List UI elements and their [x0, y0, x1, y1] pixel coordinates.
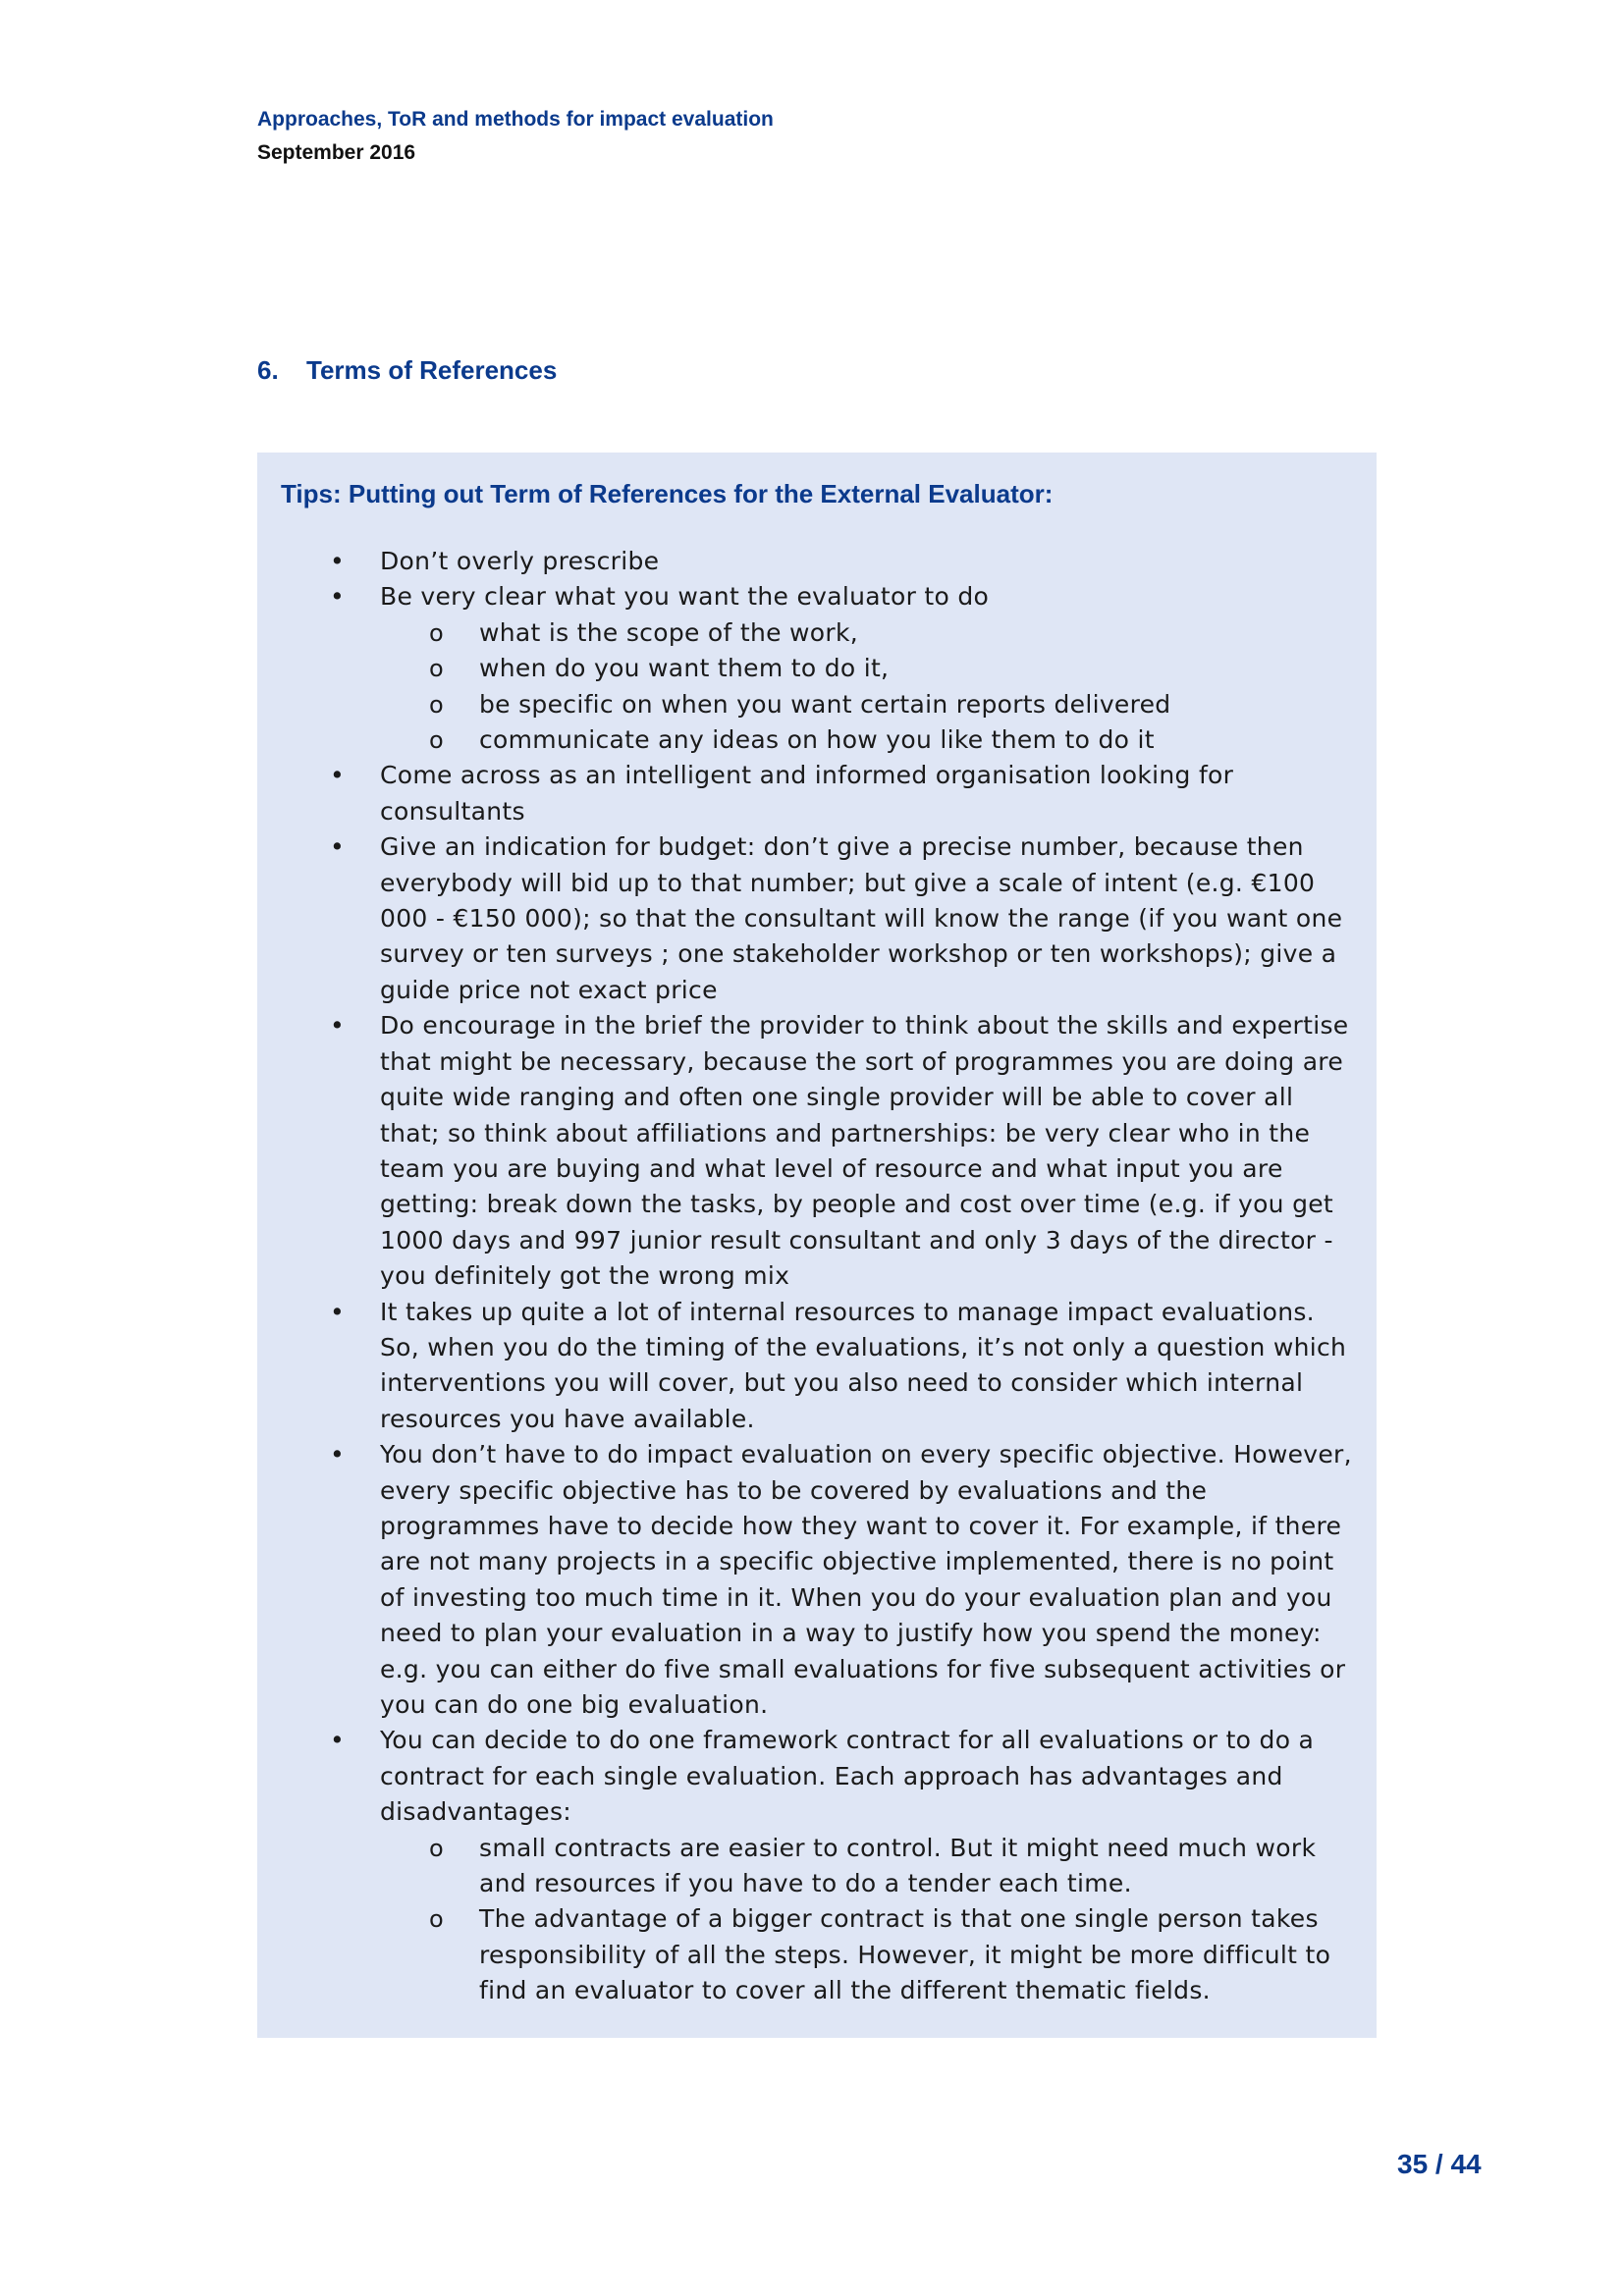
- bullet-icon: •: [330, 761, 346, 790]
- sub-list-item-text: when do you want them to do it,: [479, 654, 890, 683]
- bullet-icon: •: [330, 1726, 346, 1755]
- circle-bullet-icon: o: [429, 726, 444, 755]
- sub-list-item-text: small contracts are easier to control. But it might need much work and resources if you have to do a tender each time.: [479, 1833, 1317, 1898]
- page-number: 35 / 44: [1397, 2149, 1482, 2179]
- list-item: [281, 758, 1352, 829]
- list-item: [281, 579, 1352, 758]
- bullet-icon: •: [330, 1297, 346, 1326]
- sub-list-item: [380, 1831, 1352, 1902]
- list-item-text: You can decide to do one framework contract for all evaluations or to do a contract for each single evaluation. Each approach has advantages and disadvantages:: [380, 1726, 1315, 1827]
- circle-bullet-icon: o: [429, 690, 444, 719]
- list-item: [281, 1723, 1352, 2008]
- document-date: September 2016: [257, 141, 416, 164]
- sub-list-item: [380, 651, 1352, 686]
- list-item: [281, 1295, 1352, 1438]
- sub-list-item-text: The advantage of a bigger contract is that one single person takes responsibility of all the steps. However, it might be more difficult to find an evaluator to cover all the different thematic fields.: [479, 1904, 1331, 2005]
- list-item-text: Be very clear what you want the evaluator to do: [380, 582, 990, 612]
- section-heading: [257, 353, 557, 387]
- bullet-icon: •: [330, 1011, 346, 1041]
- circle-bullet-icon: o: [429, 1905, 444, 1934]
- tips-box: [257, 453, 1377, 2038]
- sub-list: [380, 615, 1352, 759]
- sub-list-item: [380, 615, 1352, 651]
- list-item: [281, 829, 1352, 1008]
- list-item-text: Give an indication for budget: don’t give a precise number, because then everybody will bid up to that number; but give a scale of intent (e.g. €100 000 - €150 000); so that the consultant will know the range (if you want one survey or ten surveys ; one stakeholder workshop or ten workshops); give a guide price not exact price: [380, 832, 1343, 1004]
- list-item-text: Don’t overly prescribe: [380, 547, 660, 575]
- list-item-text: Come across as an intelligent and informed organisation looking for consultants: [380, 761, 1234, 826]
- list-item: [281, 1437, 1352, 1723]
- sub-list-item-text: communicate any ideas on how you like them to do it: [479, 725, 1155, 755]
- list-item-text: You don’t have to do impact evaluation on every specific objective. However, every specific objective has to be covered by evaluations and the programmes have to decide how they want to cover it. For example, if there are not many projects in a specific objective implemented, there is no point of investing too much time in it. When you do your evaluation plan and you need to plan your evaluation in a way to justify how you spend the money: e.g. you can either do five small evaluations for five subsequent activities or you can do one big evaluation.: [380, 1440, 1352, 1719]
- circle-bullet-icon: o: [429, 618, 444, 647]
- document-title: Approaches, ToR and methods for impact evaluation: [257, 108, 774, 131]
- list-item: [281, 544, 1352, 579]
- bullet-icon: •: [330, 832, 346, 862]
- list-item-text: Do encourage in the brief the provider to think about the skills and expertise that might be necessary, because the sort of programmes you are doing are quite wide ranging and often one single provider will be able to cover all that; so think about affiliations and partnerships: be very clear who in the team you are buying and what level of resource and what input you are getting: break down the tasks, by people and cost over time (e.g. if you get 1000 days and 997 junior result consultant and only 3 days of the director - you definitely got the wrong mix: [380, 1011, 1349, 1291]
- tips-title: Tips: Putting out Term of References for the External Evaluator:: [281, 479, 1054, 508]
- sub-list-item-text: what is the scope of the work,: [479, 617, 858, 647]
- section-number: 6.: [257, 355, 279, 385]
- list-item-text: It takes up quite a lot of internal resources to manage impact evaluations. So, when you do the timing of the evaluations, it’s not only a question which interventions you will cover, but you also need to consider which internal resources you have available.: [380, 1297, 1347, 1433]
- section-title: Terms of References: [306, 355, 558, 385]
- sub-list-item: [380, 1901, 1352, 2008]
- sub-list: [380, 1831, 1352, 2009]
- circle-bullet-icon: o: [429, 655, 444, 683]
- running-header: [257, 106, 774, 167]
- sub-list-item: [380, 722, 1352, 758]
- bullet-icon: •: [330, 582, 346, 612]
- sub-list-item-text: be specific on when you want certain reports delivered: [479, 689, 1171, 719]
- bullet-icon: •: [330, 547, 346, 575]
- list-item: [281, 1008, 1352, 1294]
- circle-bullet-icon: o: [429, 1834, 444, 1862]
- tips-list: [281, 544, 1353, 2009]
- sub-list-item: [380, 687, 1352, 722]
- bullet-icon: •: [330, 1440, 346, 1469]
